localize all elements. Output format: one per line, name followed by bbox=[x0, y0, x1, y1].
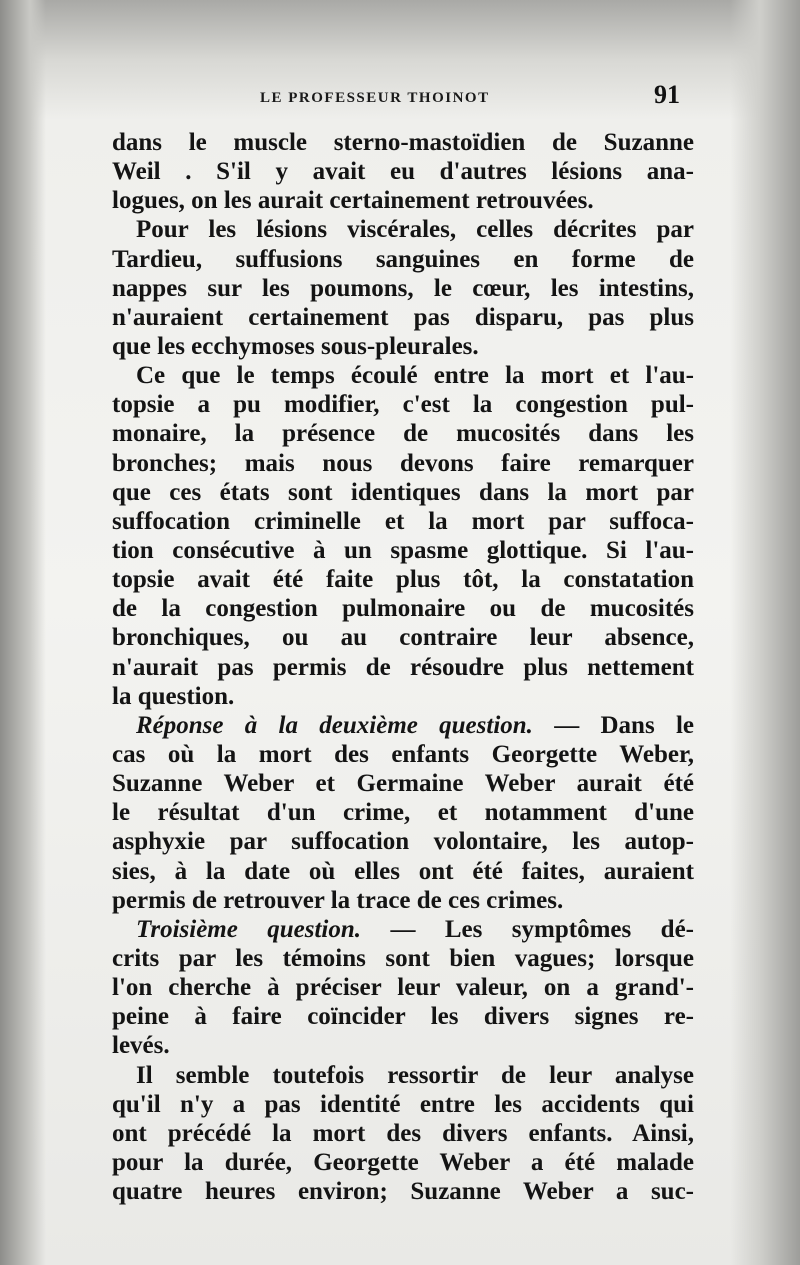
line-text: n'aurait pas permis de résoudre plus nettement bbox=[112, 653, 694, 681]
text-line bbox=[112, 507, 694, 536]
line-text: Pour les lésions viscérales, celles décrites par bbox=[136, 216, 694, 244]
text-line bbox=[112, 215, 694, 244]
line-text: peine à faire coïncider les divers signes re- bbox=[112, 1003, 694, 1031]
italic-heading: Troisième question. bbox=[136, 915, 362, 943]
text-line bbox=[112, 623, 694, 652]
text-line bbox=[112, 944, 694, 973]
text-line bbox=[112, 1148, 694, 1177]
page-left-edge-shadow bbox=[0, 0, 46, 1265]
line-text: — Les symptômes dé- bbox=[361, 915, 694, 943]
line-text: le résultat d'un crime, et notamment d'une bbox=[112, 799, 694, 827]
line-text: crits par les témoins sont bien vagues; lorsque bbox=[112, 944, 694, 972]
line-text: levés. bbox=[112, 1032, 170, 1060]
line-text: Weil . S'il y avait eu d'autres lésions ana- bbox=[112, 158, 694, 186]
text-line bbox=[112, 245, 694, 274]
text-line bbox=[112, 274, 694, 303]
text-line bbox=[112, 915, 694, 944]
text-line bbox=[112, 769, 694, 798]
text-line bbox=[112, 361, 694, 390]
line-text: quatre heures environ; Suzanne Weber a suc- bbox=[112, 1178, 694, 1206]
text-line bbox=[112, 886, 694, 915]
body-text bbox=[112, 128, 694, 1206]
text-line bbox=[112, 1031, 694, 1060]
line-text: n'auraient certainement pas disparu, pas plus bbox=[112, 303, 694, 331]
line-text: permis de retrouver la trace de ces crimes. bbox=[112, 886, 564, 914]
text-line bbox=[112, 740, 694, 769]
line-text: Il semble toutefois ressortir de leur analyse bbox=[136, 1061, 694, 1089]
line-text: pour la durée, Georgette Weber a été malade bbox=[112, 1148, 694, 1176]
line-text: Tardieu, suffusions sanguines en forme de bbox=[112, 245, 694, 273]
line-text: cas où la mort des enfants Georgette Weber, bbox=[112, 740, 694, 768]
line-text: asphyxie par suffocation volontaire, les autop- bbox=[112, 828, 694, 856]
line-text: Suzanne Weber et Germaine Weber aurait été bbox=[112, 770, 694, 798]
line-text: Ce que le temps écoulé entre la mort et l'au- bbox=[136, 362, 694, 390]
line-text: topsie a pu modifier, c'est la congestion pul- bbox=[112, 391, 694, 419]
line-text: bronches; mais nous devons faire remarquer bbox=[112, 449, 694, 477]
line-text: tion consécutive à un spasme glottique. Si l'au- bbox=[112, 536, 694, 564]
text-line bbox=[112, 973, 694, 1002]
text-line bbox=[112, 711, 694, 740]
line-text: bronchiques, ou au contraire leur absence, bbox=[112, 624, 694, 652]
text-line bbox=[112, 565, 694, 594]
line-text: de la congestion pulmonaire ou de mucosités bbox=[112, 595, 694, 623]
text-line bbox=[112, 1177, 694, 1206]
line-text: monaire, la présence de mucosités dans les bbox=[112, 420, 694, 448]
text-line bbox=[112, 536, 694, 565]
italic-heading: Réponse à la deuxième question. bbox=[136, 711, 533, 739]
text-line bbox=[112, 419, 694, 448]
line-text: logues, on les aurait certainement retrouvées. bbox=[112, 187, 594, 215]
page-right-edge-shadow bbox=[730, 0, 800, 1265]
text-line bbox=[112, 653, 694, 682]
line-text: l'on cherche à préciser leur valeur, on a grand'- bbox=[112, 974, 694, 1002]
text-line bbox=[112, 186, 694, 215]
text-line bbox=[112, 682, 694, 711]
text-line bbox=[112, 1090, 694, 1119]
text-line bbox=[112, 594, 694, 623]
line-text: ont précédé la mort des divers enfants. Ainsi, bbox=[112, 1119, 694, 1147]
text-line bbox=[112, 1061, 694, 1090]
line-text: — Dans le bbox=[532, 711, 694, 739]
text-line bbox=[112, 303, 694, 332]
text-line bbox=[112, 798, 694, 827]
text-line bbox=[112, 1119, 694, 1148]
line-text: dans le muscle sterno-mastoïdien de Suzanne bbox=[112, 129, 694, 156]
text-line bbox=[112, 449, 694, 478]
text-line bbox=[112, 857, 694, 886]
text-line bbox=[112, 478, 694, 507]
line-text: qu'il n'y a pas identité entre les accidents qui bbox=[112, 1090, 694, 1118]
text-line bbox=[112, 128, 694, 157]
text-line bbox=[112, 1002, 694, 1031]
line-text: suffocation criminelle et la mort par suffoca- bbox=[112, 507, 694, 535]
text-line bbox=[112, 827, 694, 856]
line-text: que les ecchymoses sous-pleurales. bbox=[112, 332, 479, 360]
text-line bbox=[112, 332, 694, 361]
line-text: sies, à la date où elles ont été faites, auraient bbox=[112, 857, 694, 885]
running-head bbox=[110, 80, 700, 120]
line-text: nappes sur les poumons, le cœur, les intestins, bbox=[112, 274, 694, 302]
line-text: topsie avait été faite plus tôt, la constatation bbox=[112, 566, 694, 594]
line-text: que ces états sont identiques dans la mort par bbox=[112, 478, 694, 506]
text-line bbox=[112, 390, 694, 419]
page-number: 91 bbox=[654, 80, 680, 109]
line-text: la question. bbox=[112, 682, 235, 710]
text-line bbox=[112, 157, 694, 186]
running-title: LE PROFESSEUR THOINOT bbox=[260, 90, 490, 106]
